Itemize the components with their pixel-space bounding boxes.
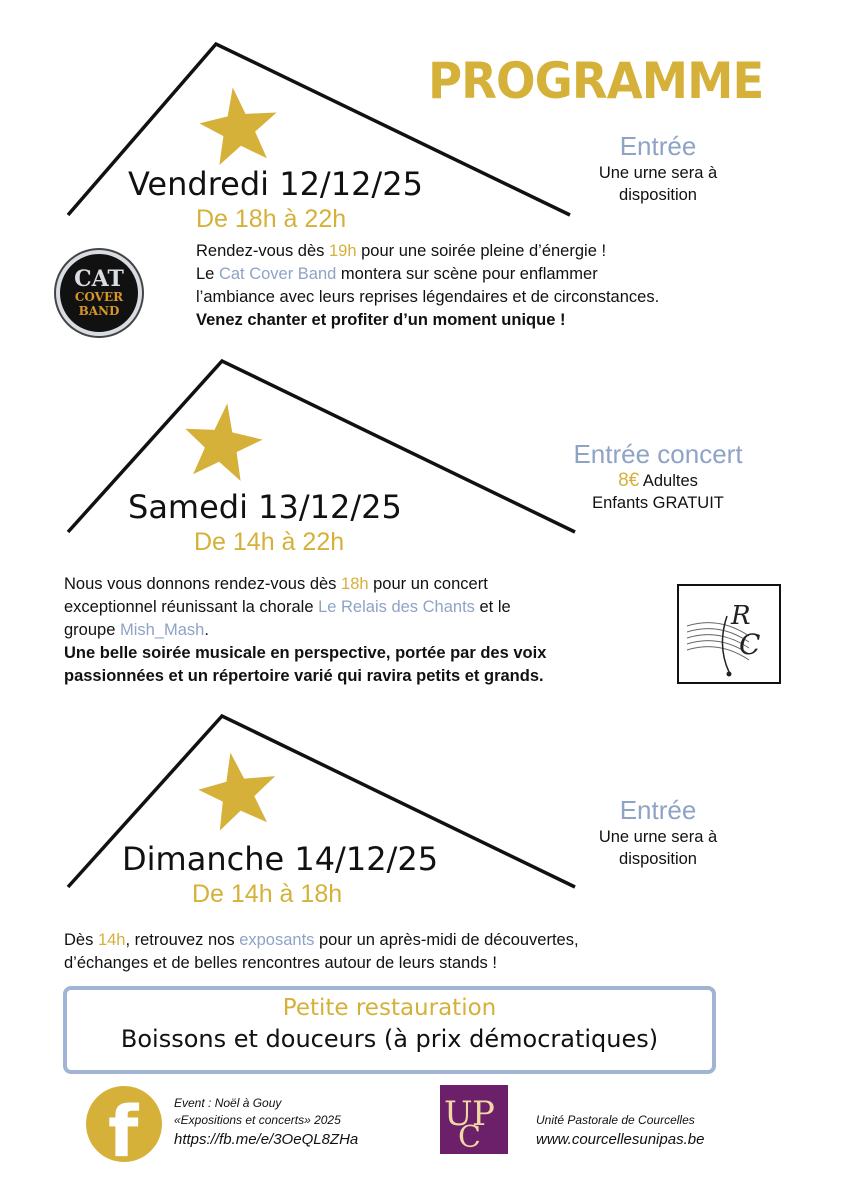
text: Nous vous donnons rendez-vous dès: [64, 575, 342, 593]
logo-text: BAND: [78, 304, 120, 318]
svg-text:C: C: [739, 628, 761, 661]
star-icon: [193, 746, 283, 833]
day-time: De 14h à 18h: [192, 880, 343, 908]
svg-text:P: P: [472, 1094, 495, 1134]
text: Rendez-vous dès: [196, 242, 329, 260]
highlight-name: exposants: [239, 931, 315, 949]
page-title: PROGRAMME: [428, 52, 764, 110]
text: et le: [474, 598, 511, 616]
logo-text: CAT: [74, 266, 124, 292]
day-time: De 18h à 22h: [196, 205, 347, 233]
text: Une belle soirée musicale en perspective, portée par des voix: [64, 644, 547, 662]
text: pour un concert: [368, 575, 488, 593]
highlight-time: 19h: [329, 242, 357, 260]
text: .: [204, 621, 209, 639]
highlight-name: Mish_Mash: [119, 621, 205, 639]
star-icon: [179, 398, 267, 483]
entry-line: Une urne sera à: [598, 164, 718, 182]
highlight-time: 14h: [97, 931, 126, 949]
ucp-logo: [440, 1085, 508, 1154]
day-title: Dimanche 14/12/25: [122, 840, 439, 878]
entry-line: Enfants GRATUIT: [592, 494, 724, 512]
day-description: [196, 240, 659, 332]
restauration-title: Petite restauration: [282, 995, 497, 1021]
svg-text:C: C: [458, 1120, 481, 1154]
entry-line: disposition: [619, 186, 697, 204]
cat-cover-band-logo: [56, 250, 142, 336]
price: 8€: [618, 470, 640, 491]
entry-info: [568, 794, 748, 870]
relais-des-chants-logo: [677, 584, 781, 684]
highlight-name: Cat Cover Band: [218, 265, 337, 283]
day-time: De 14h à 22h: [194, 528, 345, 556]
svg-text:R: R: [731, 601, 751, 631]
text: l’ambiance avec leurs reprises légendaires et de circonstances.: [196, 288, 660, 306]
text: pour une soirée pleine d’énergie !: [356, 242, 607, 260]
text: exceptionnel réunissant la chorale: [64, 598, 319, 616]
restauration-text: Boissons et douceurs (à prix démocratiques): [120, 1025, 659, 1053]
event-name: Event : Noël à Gouy: [174, 1096, 282, 1110]
svg-text:U: U: [444, 1094, 473, 1134]
entry-line: disposition: [619, 850, 697, 868]
entry-info: [548, 438, 768, 514]
day-description: [64, 929, 579, 975]
highlight-time: 18h: [341, 575, 369, 593]
day-title: Samedi 13/12/25: [128, 488, 402, 526]
entry-title: Entrée: [619, 131, 697, 161]
ucp-info: [536, 1112, 704, 1151]
facebook-event-info: [174, 1095, 358, 1151]
text: , retrouvez nos: [125, 931, 240, 949]
entry-title: Entrée: [619, 795, 697, 825]
logo-text: COVER: [74, 290, 124, 304]
text: pour un après-midi de découvertes,: [314, 931, 579, 949]
entry-title: Entrée concert: [573, 439, 743, 469]
text: Dès: [64, 931, 98, 949]
event-subtitle: «Expositions et concerts» 2025: [174, 1113, 341, 1127]
text: montera sur scène pour enflammer: [336, 265, 598, 283]
entry-line: Adultes: [639, 472, 698, 490]
ucp-website-link[interactable]: www.courcellesunipas.be: [536, 1131, 705, 1148]
text: d’échanges et de belles rencontres autour de leurs stands !: [64, 954, 497, 972]
star-icon: [195, 82, 283, 167]
text: groupe: [64, 621, 120, 639]
restauration-box: [63, 986, 716, 1074]
day-description: [64, 573, 546, 688]
facebook-link[interactable]: https://fb.me/e/3OeQL8ZHa: [174, 1131, 359, 1148]
facebook-icon[interactable]: f: [86, 1086, 162, 1162]
ucp-name: Unité Pastorale de Courcelles: [536, 1113, 695, 1127]
text: Le: [196, 265, 219, 283]
day-title: Vendredi 12/12/25: [128, 165, 423, 203]
highlight-name: Le Relais des Chants: [318, 598, 475, 616]
entry-line: Une urne sera à: [598, 828, 718, 846]
entry-info: [568, 130, 748, 206]
text: passionnées et un répertoire varié qui ravira petits et grands.: [64, 667, 544, 685]
text: Venez chanter et profiter d’un moment unique !: [196, 311, 566, 329]
